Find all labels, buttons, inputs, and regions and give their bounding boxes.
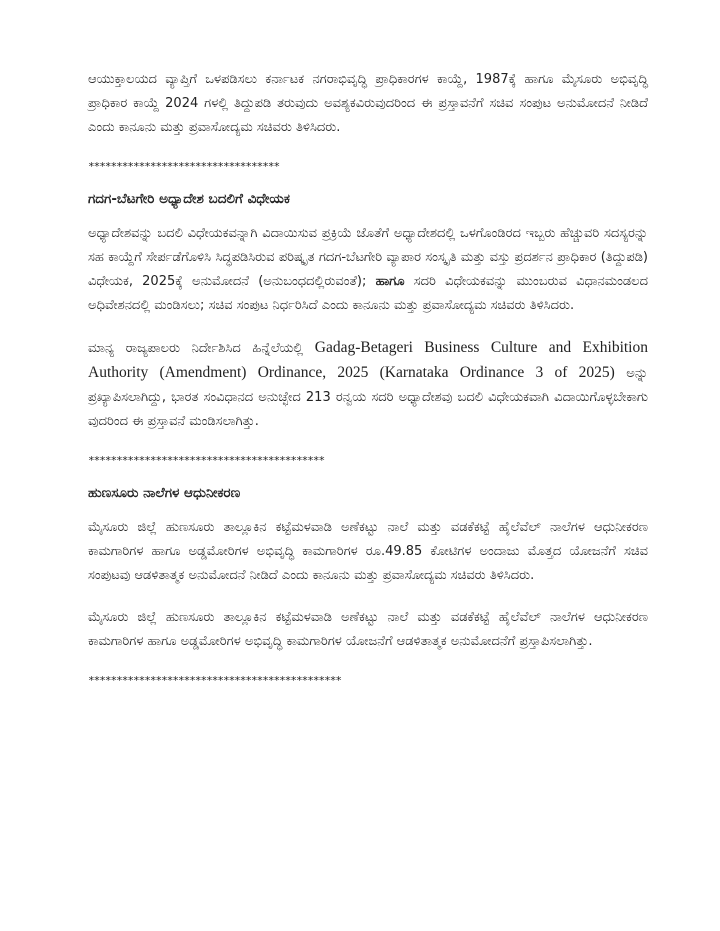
ordinance-title-english: Gadag-Betageri Business Culture and Exhibition Authority (Amendment) Ordinance, 2025 (Karnataka Ordinance 3 of 2025): [88, 339, 648, 381]
gadag-paragraph-2-kn-start: ಮಾನ್ಯ ರಾಜ್ಯಪಾಲರು ನಿರ್ದೇಶಿಸಿದ ಹಿನ್ನೆಲೆಯಲ್ಲಿ: [88, 341, 304, 356]
separator-line: **********************************: [88, 160, 280, 173]
separator-line: ******************************************: [88, 454, 325, 467]
gadag-paragraph-1-text-a: ಅಧ್ಯಾದೇಶವನ್ನು ಬದಲಿ ವಿಧೇಯಕವನ್ನಾಗಿ ವಿದಾಯಿಸುವ ಪ್ರಕ್ರಿಯೆ ಜೊತೆಗೆ ಅಧ್ಯಾದೇಶದಲ್ಲಿ ಒಳಗೊಂಡಿರದ ಇಬ್ಬರು ಹೆಚ್ಚುವರಿ ಸದಸ್ಯರನ್ನು ಸಹ ಕಾಯ್ದೆಗೆ ಸೇರ್ಪಡೆಗೊಳಿಸಿ ಸಿದ್ಧಪಡಿಸಿರುವ ಪರಿಷ್ಕೃತ ಗದಗ-ಬೆಟಗೇರಿ ವ್ಯಾಪಾರ ಸಂಸ್ಕೃತಿ ಮತ್ತು ವಸ್ತು ಪ್ರದರ್ಶನ ಪ್ರಾಧಿಕಾರ (ತಿದ್ದುಪಡಿ) ವಿಧೇಯಕ, 2025ಕ್ಕೆ ಅನುಮೋದನೆ (ಅನುಬಂಧದಲ್ಲಿರುವಂತೆ);: [88, 226, 648, 289]
hunsur-paragraph-1: ಮೈಸೂರು ಜಿಲ್ಲೆ ಹುಣಸೂರು ತಾಲ್ಲೂಕಿನ ಕಟ್ಟೆಮಳವಾಡಿ ಅಣೆಕಟ್ಟು ನಾಲೆ ಮತ್ತು ವಡಕೆಕಟ್ಟೆ ಹೈಲೆವೆಲ್ ನಾಲೆಗಳ ಆಧುನೀಕರಣ ಕಾಮಗಾರಿಗಳ ಹಾಗೂ ಅಡ್ಡಮೋರಿಗಳ ಅಭಿವೃದ್ಧಿ ಕಾಮಗಾರಿಗಳ ರೂ.49.85 ಕೋಟಿಗಳ ಅಂದಾಜು ಮೊತ್ತದ ಯೋಜನೆಗೆ ಸಚಿವ ಸಂಪುಟವು ಆಡಳಿತಾತ್ಮಕ ಅನುಮೋದನೆ ನೀಡಿದೆ ಎಂದು ಕಾನೂನು ಮತ್ತು ಪ್ರವಾಸೋದ್ಯಮ ಸಚಿವರು ತಿಳಿಸಿದರು.: [88, 520, 648, 583]
section-heading-gadag: ಗದಗ-ಬೆಟಗೇರಿ ಅಧ್ಯಾದೇಶ ಬದಲಿಗೆ ವಿಧೇಯಕ: [88, 191, 290, 207]
gadag-paragraph-1-text-b: ಸದರಿ ವಿಧೇಯಕವನ್ನು ಮುಂಬರುವ ವಿಧಾನಮಂಡಲದ ಅಧಿವೇಶನದಲ್ಲಿ ಮಂಡಿಸಲು; ಸಚಿವ ಸಂಪುಟ ನಿರ್ಧರಿಸಿದೆ ಎಂದು ಕಾನೂನು ಮತ್ತು ಪ್ರವಾಸೋದ್ಯಮ ಸಚಿವರು ತಿಳಿಸಿದರು.: [88, 274, 648, 313]
hunsur-paragraph-2: ಮೈಸೂರು ಜಿಲ್ಲೆ ಹುಣಸೂರು ತಾಲ್ಲೂಕಿನ ಕಟ್ಟೆಮಳವಾಡಿ ಅಣೆಕಟ್ಟು ನಾಲೆ ಮತ್ತು ವಡಕೆಕಟ್ಟೆ ಹೈಲೆವೆಲ್ ನಾಲೆಗಳ ಆಧುನೀಕರಣ ಕಾಮಗಾರಿಗಳ ಹಾಗೂ ಅಡ್ಡಮೋರಿಗಳ ಅಭಿವೃದ್ಧಿ ಕಾಮಗಾರಿಗಳ ಯೋಜನೆಗೆ ಆಡಳಿತಾತ್ಮಕ ಅನುಮೋದನೆಗೆ ಪ್ರಸ್ತಾಪಿಸಲಾಗಿತ್ತು.: [88, 610, 648, 649]
gadag-paragraph-1: [88, 222, 648, 318]
gadag-paragraph-2: [88, 336, 648, 434]
separator-line: *********************************************: [88, 674, 342, 687]
gadag-paragraph-1-bold: ಹಾಗೂ: [375, 274, 405, 289]
gadag-paragraph-2-kn-end: ಅನ್ನು ಪ್ರಖ್ಯಾಪಿಸಲಾಗಿದ್ದು, ಭಾರತ ಸಂವಿಧಾನದ ಅನುಚ್ಛೇದ 213 ರನ್ವಯ ಸದರಿ ಅಧ್ಯಾದೇಶವು ಬದಲಿ ವಿಧೇಯಕವಾಗಿ ವಿದಾಯಿಗೊಳ್ಳಬೇಕಾಗು ವುದರಿಂದ ಈ ಪ್ರಸ್ತಾವನೆ ಮಂಡಿಸಲಾಗಿತ್ತು.: [88, 366, 648, 429]
section-heading-hunsur: ಹುಣಸೂರು ನಾಲೆಗಳ ಆಧುನೀಕರಣ: [88, 485, 241, 501]
intro-paragraph: ಆಯುಕ್ತಾಲಯದ ವ್ಯಾಪ್ತಿಗೆ ಒಳಪಡಿಸಲು ಕರ್ನಾಟಕ ನಗರಾಭಿವೃದ್ಧಿ ಪ್ರಾಧಿಕಾರಗಳ ಕಾಯ್ದೆ, 1987ಕ್ಕೆ ಹಾಗೂ ಮೈಸೂರು ಅಭಿವೃದ್ಧಿ ಪ್ರಾಧಿಕಾರ ಕಾಯ್ದೆ 2024 ಗಳಲ್ಲಿ ತಿದ್ದುಪಡಿ ತರುವುದು ಅವಶ್ಯಕವಿರುವುದರಿಂದ ಈ ಪ್ರಸ್ತಾವನೆಗೆ ಸಚಿವ ಸಂಪುಟ ಅನುಮೋದನೆ ನೀಡಿದೆ ಎಂದು ಕಾನೂನು ಮತ್ತು ಪ್ರವಾಸೋದ್ಯಮ ಸಚಿವರು ತಿಳಿಸಿದರು.: [88, 72, 648, 135]
document-page: [88, 68, 648, 690]
